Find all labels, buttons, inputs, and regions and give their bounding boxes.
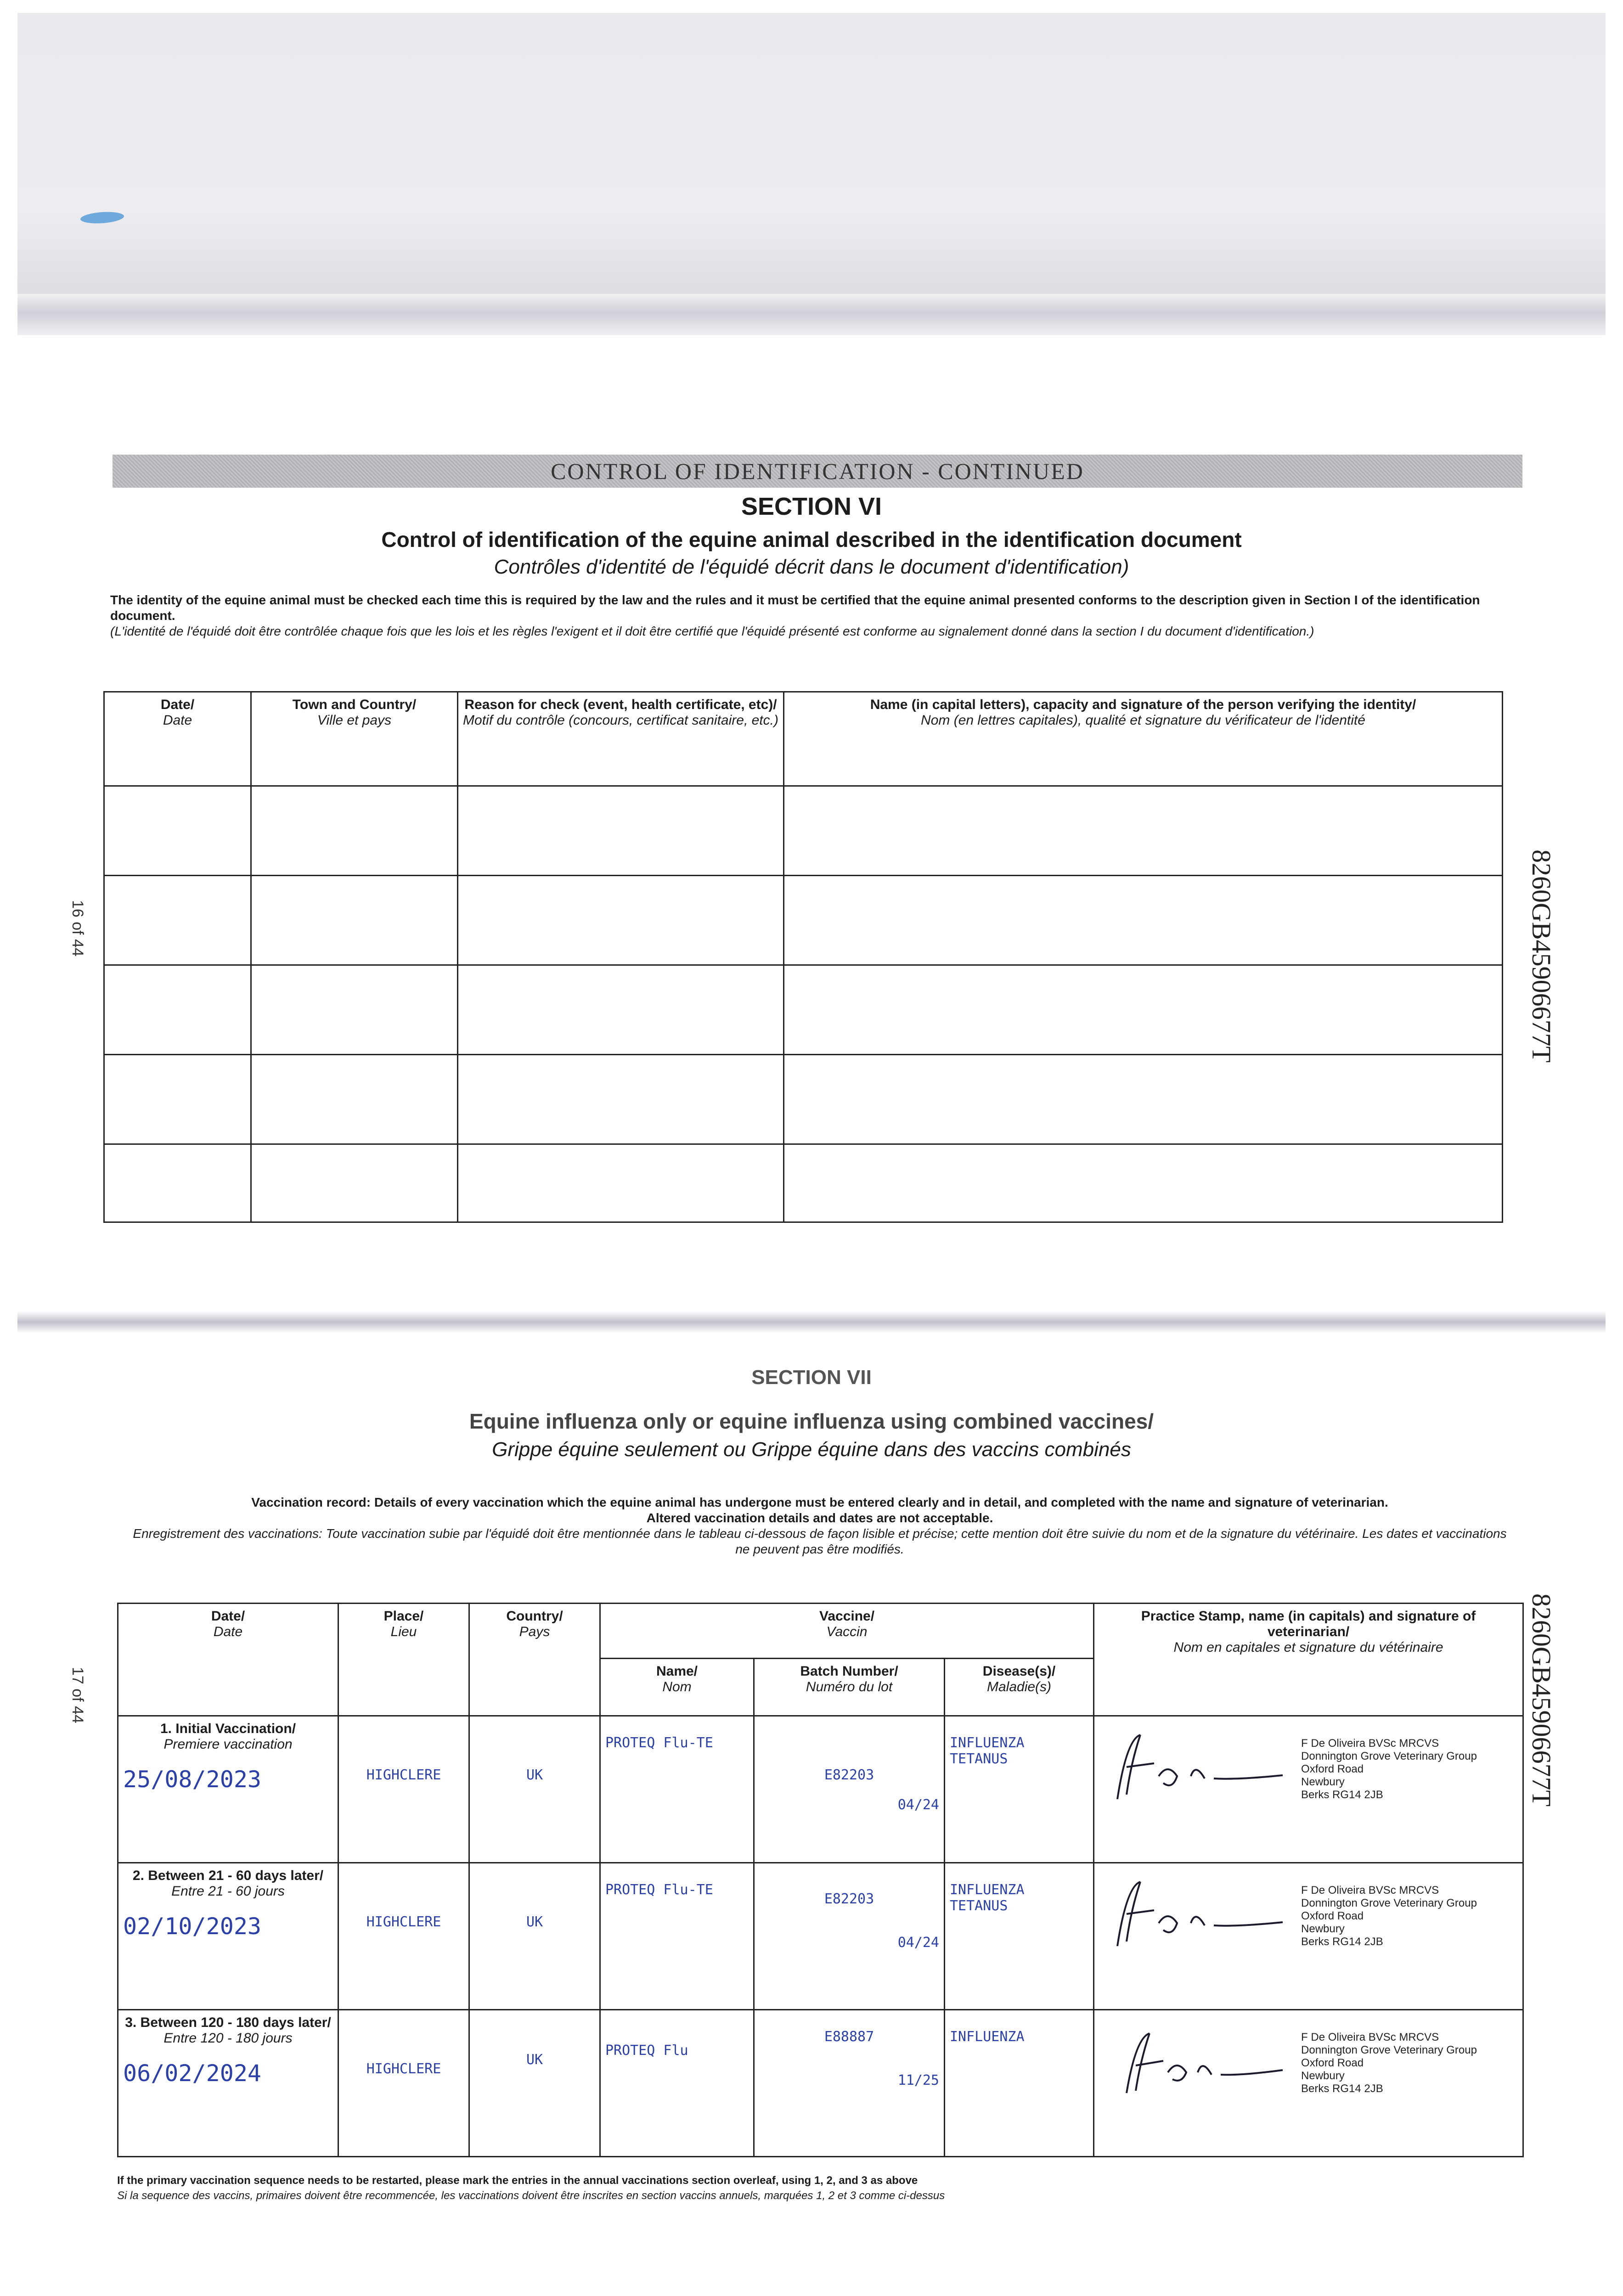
stamp-cell (1094, 1716, 1523, 1863)
instructions-en-1: Vaccination record: Details of every vaccination which the equine animal has undergone must be entered clearly and in detail, and completed with the name and signature of veterinarian. (251, 1495, 1388, 1509)
col-date: Date/ Date (118, 1604, 338, 1716)
table-header-row (118, 1604, 1523, 1659)
col-stamp: Practice Stamp, name (in capitals) and signature of veterinarian/ Nom en capitales et signature du vétérinaire (1094, 1604, 1523, 1716)
signature (1099, 2015, 1292, 2111)
diseases: INFLUENZA (945, 2010, 1094, 2157)
page-number-bottom: 17 of 44 (69, 1667, 86, 1723)
practice-stamp: F De Oliveira BVSc MRCVS Donnington Grove Veterinary Group Oxford Road Newbury Berks RG14 2JB (1301, 1884, 1477, 1948)
vaccine-name: PROTEQ Flu (600, 2010, 754, 2157)
vaccination-row-1 (118, 1716, 1523, 1863)
col-vaccine: Vaccine/ Vaccin (600, 1604, 1094, 1659)
signature (1099, 1721, 1292, 1818)
diseases: INFLUENZA TETANUS (945, 1863, 1094, 2010)
batch-number: E88887 (824, 2029, 874, 2045)
diseases: INFLUENZA TETANUS (945, 1716, 1094, 1863)
vaccine-name: PROTEQ Flu-TE (600, 1863, 754, 2010)
col-disease: Disease(s)/ Maladie(s) (945, 1659, 1094, 1716)
col-place: Place/ Lieu (338, 1604, 469, 1716)
page-fold (17, 1311, 1606, 1333)
col-town-country: Town and Country/ Ville et pays (251, 692, 458, 786)
section-7-subtitle: Equine influenza only or equine influenza using combined vaccines/ (469, 1409, 1154, 1433)
instructions-en-2: Altered vaccination details and dates are not acceptable. (646, 1511, 993, 1525)
batch-expiry: 11/25 (897, 2072, 939, 2088)
vaccination-date: 25/08/2023 (123, 1766, 262, 1793)
col-date: Date/ Date (104, 692, 251, 786)
instructions-en: The identity of the equine animal must be checked each time this is required by the law and the rules and it must be certified that the equine animal presented conforms to the description given in Section I of the identification document. (110, 593, 1480, 623)
instructions-fr: Enregistrement des vaccinations: Toute vaccination subie par l'équidé doit être mentionnée dans le tableau ci-dessous de façon lisible et précise; cette mention doit être suivie du nom et de la signature du vétérinaire. Les dates et vaccinations ne peuvent pas être modifiés. (133, 1526, 1507, 1556)
footnote-en: If the primary vaccination sequence needs to be restarted, please mark the entries in the annual vaccinations section overleaf, using 1, 2, and 3 as above (117, 2174, 918, 2187)
country: UK (469, 1716, 600, 1863)
instructions-fr: (L'identité de l'équidé doit être contrôlée chaque fois que les lois et les règles l'exigent et il doit être certifié que l'équidé présenté est conforme au signalement donné dans la section I du document d'identification.) (110, 624, 1314, 638)
place: HIGHCLERE (338, 2010, 469, 2157)
section-6-subtitle: Control of identification of the equine animal described in the identification document (381, 528, 1242, 551)
table-row (104, 876, 1503, 965)
practice-stamp: F De Oliveira BVSc MRCVS Donnington Grove Veterinary Group Oxford Road Newbury Berks RG14 2JB (1301, 2031, 1477, 2095)
vaccination-date: 02/10/2023 (123, 1913, 262, 1940)
row-label: 2. Between 21 - 60 days later/ Entre 21 - 60 jours 02/10/2023 (118, 1863, 338, 2010)
table-header-row (104, 692, 1503, 786)
identification-check-table (103, 691, 1503, 1223)
col-batch: Batch Number/ Numéro du lot (754, 1659, 945, 1716)
practice-stamp: F De Oliveira BVSc MRCVS Donnington Grove Veterinary Group Oxford Road Newbury Berks RG14 2JB (1301, 1737, 1477, 1801)
table-row (104, 965, 1503, 1055)
passport-code-top: 8260GB45906677T (1527, 850, 1556, 1063)
vaccine-name: PROTEQ Flu-TE (600, 1716, 754, 1863)
table-row (104, 786, 1503, 876)
section-6-title: SECTION VI (741, 493, 882, 520)
country: UK (469, 2010, 600, 2157)
row-label: 1. Initial Vaccination/ Premiere vaccination 25/08/2023 (118, 1716, 338, 1863)
batch-cell (754, 2010, 945, 2157)
batch-expiry: 04/24 (897, 1797, 939, 1813)
vaccination-row-3 (118, 2010, 1523, 2157)
col-reason: Reason for check (event, health certificate, etc)/ Motif du contrôle (concours, certificat sanitaire, etc.) (458, 692, 784, 786)
vaccination-row-2 (118, 1863, 1523, 2010)
country: UK (469, 1863, 600, 2010)
col-country: Country/ Pays (469, 1604, 600, 1716)
section-7-instructions (124, 1495, 1516, 1557)
stamp-cell (1094, 1863, 1523, 2010)
place: HIGHCLERE (338, 1863, 469, 2010)
section-7-title: SECTION VII (751, 1366, 872, 1389)
page-number-top: 16 of 44 (69, 900, 86, 957)
table-row (104, 1144, 1503, 1222)
section-7-subtitle-fr: Grippe équine seulement ou Grippe équine dans des vaccins combinés (492, 1438, 1131, 1461)
vaccination-date: 06/02/2024 (123, 2060, 262, 2087)
table-row (104, 1055, 1503, 1144)
section-6-instructions (110, 592, 1493, 639)
batch-number: E82203 (824, 1767, 874, 1783)
passport-code-bottom: 8260GB45906677T (1527, 1593, 1556, 1806)
scanner-background (17, 13, 1606, 298)
stamp-cell (1094, 2010, 1523, 2157)
page-edge (17, 294, 1606, 335)
section-banner (113, 455, 1522, 488)
row-label: 3. Between 120 - 180 days later/ Entre 120 - 180 jours 06/02/2024 (118, 2010, 338, 2157)
batch-expiry: 04/24 (897, 1935, 939, 1951)
signature (1099, 1868, 1292, 1964)
footnote-fr: Si la sequence des vaccins, primaires doivent être recommencée, les vaccinations doivent être inscrites en section vaccins annuels, marquées 1, 2 et 3 comme ci-dessus (117, 2189, 945, 2202)
batch-cell (754, 1863, 945, 2010)
banner-title: CONTROL OF IDENTIFICATION - CONTINUED (551, 458, 1084, 484)
vaccination-table (117, 1603, 1524, 2157)
col-verifier: Name (in capital letters), capacity and signature of the person verifying the identity/ Nom (en lettres capitales), qualité et signature du vérificateur de l'identité (784, 692, 1503, 786)
batch-cell (754, 1716, 945, 1863)
col-vaccine-name: Name/ Nom (600, 1659, 754, 1716)
batch-number: E82203 (824, 1891, 874, 1907)
section-6-subtitle-fr: Contrôles d'identité de l'équidé décrit dans le document d'identification) (494, 556, 1129, 578)
place: HIGHCLERE (338, 1716, 469, 1863)
